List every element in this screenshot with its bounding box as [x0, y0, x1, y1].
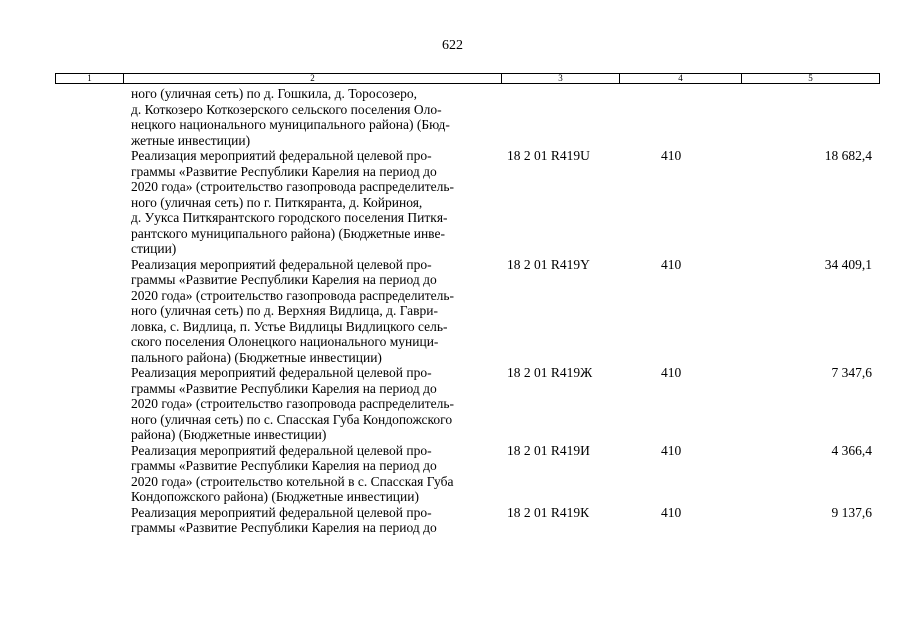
description-line: района) (Бюджетные инвестиции) [131, 427, 327, 442]
row-type: 410 [661, 504, 682, 520]
description-line: нецкого национального муниципального района) (Бюд- [131, 117, 450, 132]
table-row [55, 365, 880, 443]
row-type: 410 [661, 365, 682, 380]
row-description [123, 505, 501, 536]
row-amount: 7 347,6 [831, 365, 872, 380]
description-line: Реализация мероприятий федеральной целевой про- [131, 365, 432, 380]
header-col-5: 5 [808, 73, 813, 83]
description-line: ного (уличная сеть) по г. Питкяранта, д. Койриноя, [131, 194, 423, 210]
description-line: Кондопожского района) (Бюджетные инвестиции) [131, 489, 419, 504]
description-line: 2020 года» (строительство газопровода распределитель- [131, 287, 455, 303]
description-line: 2020 года» (строительство газопровода распределитель- [131, 179, 455, 194]
description-line: д. Уукса Питкярантского городского поселения Питкя- [131, 210, 448, 225]
table-row [55, 443, 880, 505]
row-amount: 4 366,4 [831, 442, 872, 458]
row-code: 18 2 01 R419И [507, 442, 590, 458]
header-col-4: 4 [620, 74, 742, 83]
description-line: граммы «Развитие Республики Карелия на период до [131, 380, 437, 396]
row-code: 18 2 01 R419Ж [507, 365, 593, 380]
table-header [55, 73, 880, 84]
description-line: граммы «Развитие Республики Карелия на период до [131, 163, 437, 179]
description-line: граммы «Развитие Республики Карелия на период до [131, 272, 437, 287]
description-line: 2020 года» (строительство котельной в с. Спасская Губа [131, 473, 454, 489]
row-description [123, 86, 501, 148]
description-line: Реализация мероприятий федеральной целевой про- [131, 442, 432, 458]
description-line: Реализация мероприятий федеральной целевой про- [131, 256, 432, 272]
row-type: 410 [661, 256, 682, 272]
description-line: граммы «Развитие Республики Карелия на период до [131, 520, 437, 535]
row-amount: 18 682,4 [824, 148, 872, 163]
description-line: жетные инвестиции) [131, 132, 251, 148]
header-col-1: 1 [56, 74, 124, 83]
table-row [55, 86, 880, 148]
description-line: 2020 года» (строительство газопровода распределитель- [131, 396, 455, 411]
description-line: рантского муниципального района) (Бюджетные инве- [131, 225, 445, 241]
description-line: д. Коткозеро Коткозерского сельского поселения Оло- [131, 101, 442, 117]
description-line: пального района) (Бюджетные инвестиции) [131, 349, 382, 365]
description-line: Реализация мероприятий федеральной целевой про- [131, 504, 432, 520]
description-line: ного (уличная сеть) по с. Спасская Губа Кондопожского [131, 411, 453, 427]
row-code: 18 2 01 R419U [507, 148, 590, 163]
row-description [123, 443, 501, 505]
description-line: ного (уличная сеть) по д. Верхняя Видлица, д. Гаври- [131, 303, 439, 318]
row-type: 410 [661, 148, 682, 163]
table-row [55, 148, 880, 257]
header-col-3: 3 [502, 74, 620, 83]
row-code: 18 2 01 R419К [507, 504, 590, 520]
row-code: 18 2 01 R419Y [507, 256, 590, 272]
description-line: ного (уличная сеть) по д. Гошкила, д. Торосозеро, [131, 86, 417, 101]
row-description [123, 148, 501, 257]
description-line: стиции) [131, 241, 177, 256]
table-row [55, 505, 880, 536]
header-col-2: 2 [124, 74, 502, 83]
description-line: ского поселения Олонецкого национального муници- [131, 334, 439, 349]
row-amount: 34 409,1 [824, 256, 872, 272]
row-description [123, 257, 501, 366]
row-amount: 9 137,6 [831, 504, 872, 520]
description-line: Реализация мероприятий федеральной целевой про- [131, 148, 432, 163]
description-line: граммы «Развитие Республики Карелия на период до [131, 458, 437, 473]
table-row [55, 257, 880, 366]
table-body [55, 86, 880, 536]
row-description [123, 365, 501, 443]
row-type: 410 [661, 442, 682, 458]
page-number: 622 [442, 38, 463, 53]
description-line: ловка, с. Видлица, п. Устье Видлицы Видлицкого сель- [131, 318, 448, 334]
